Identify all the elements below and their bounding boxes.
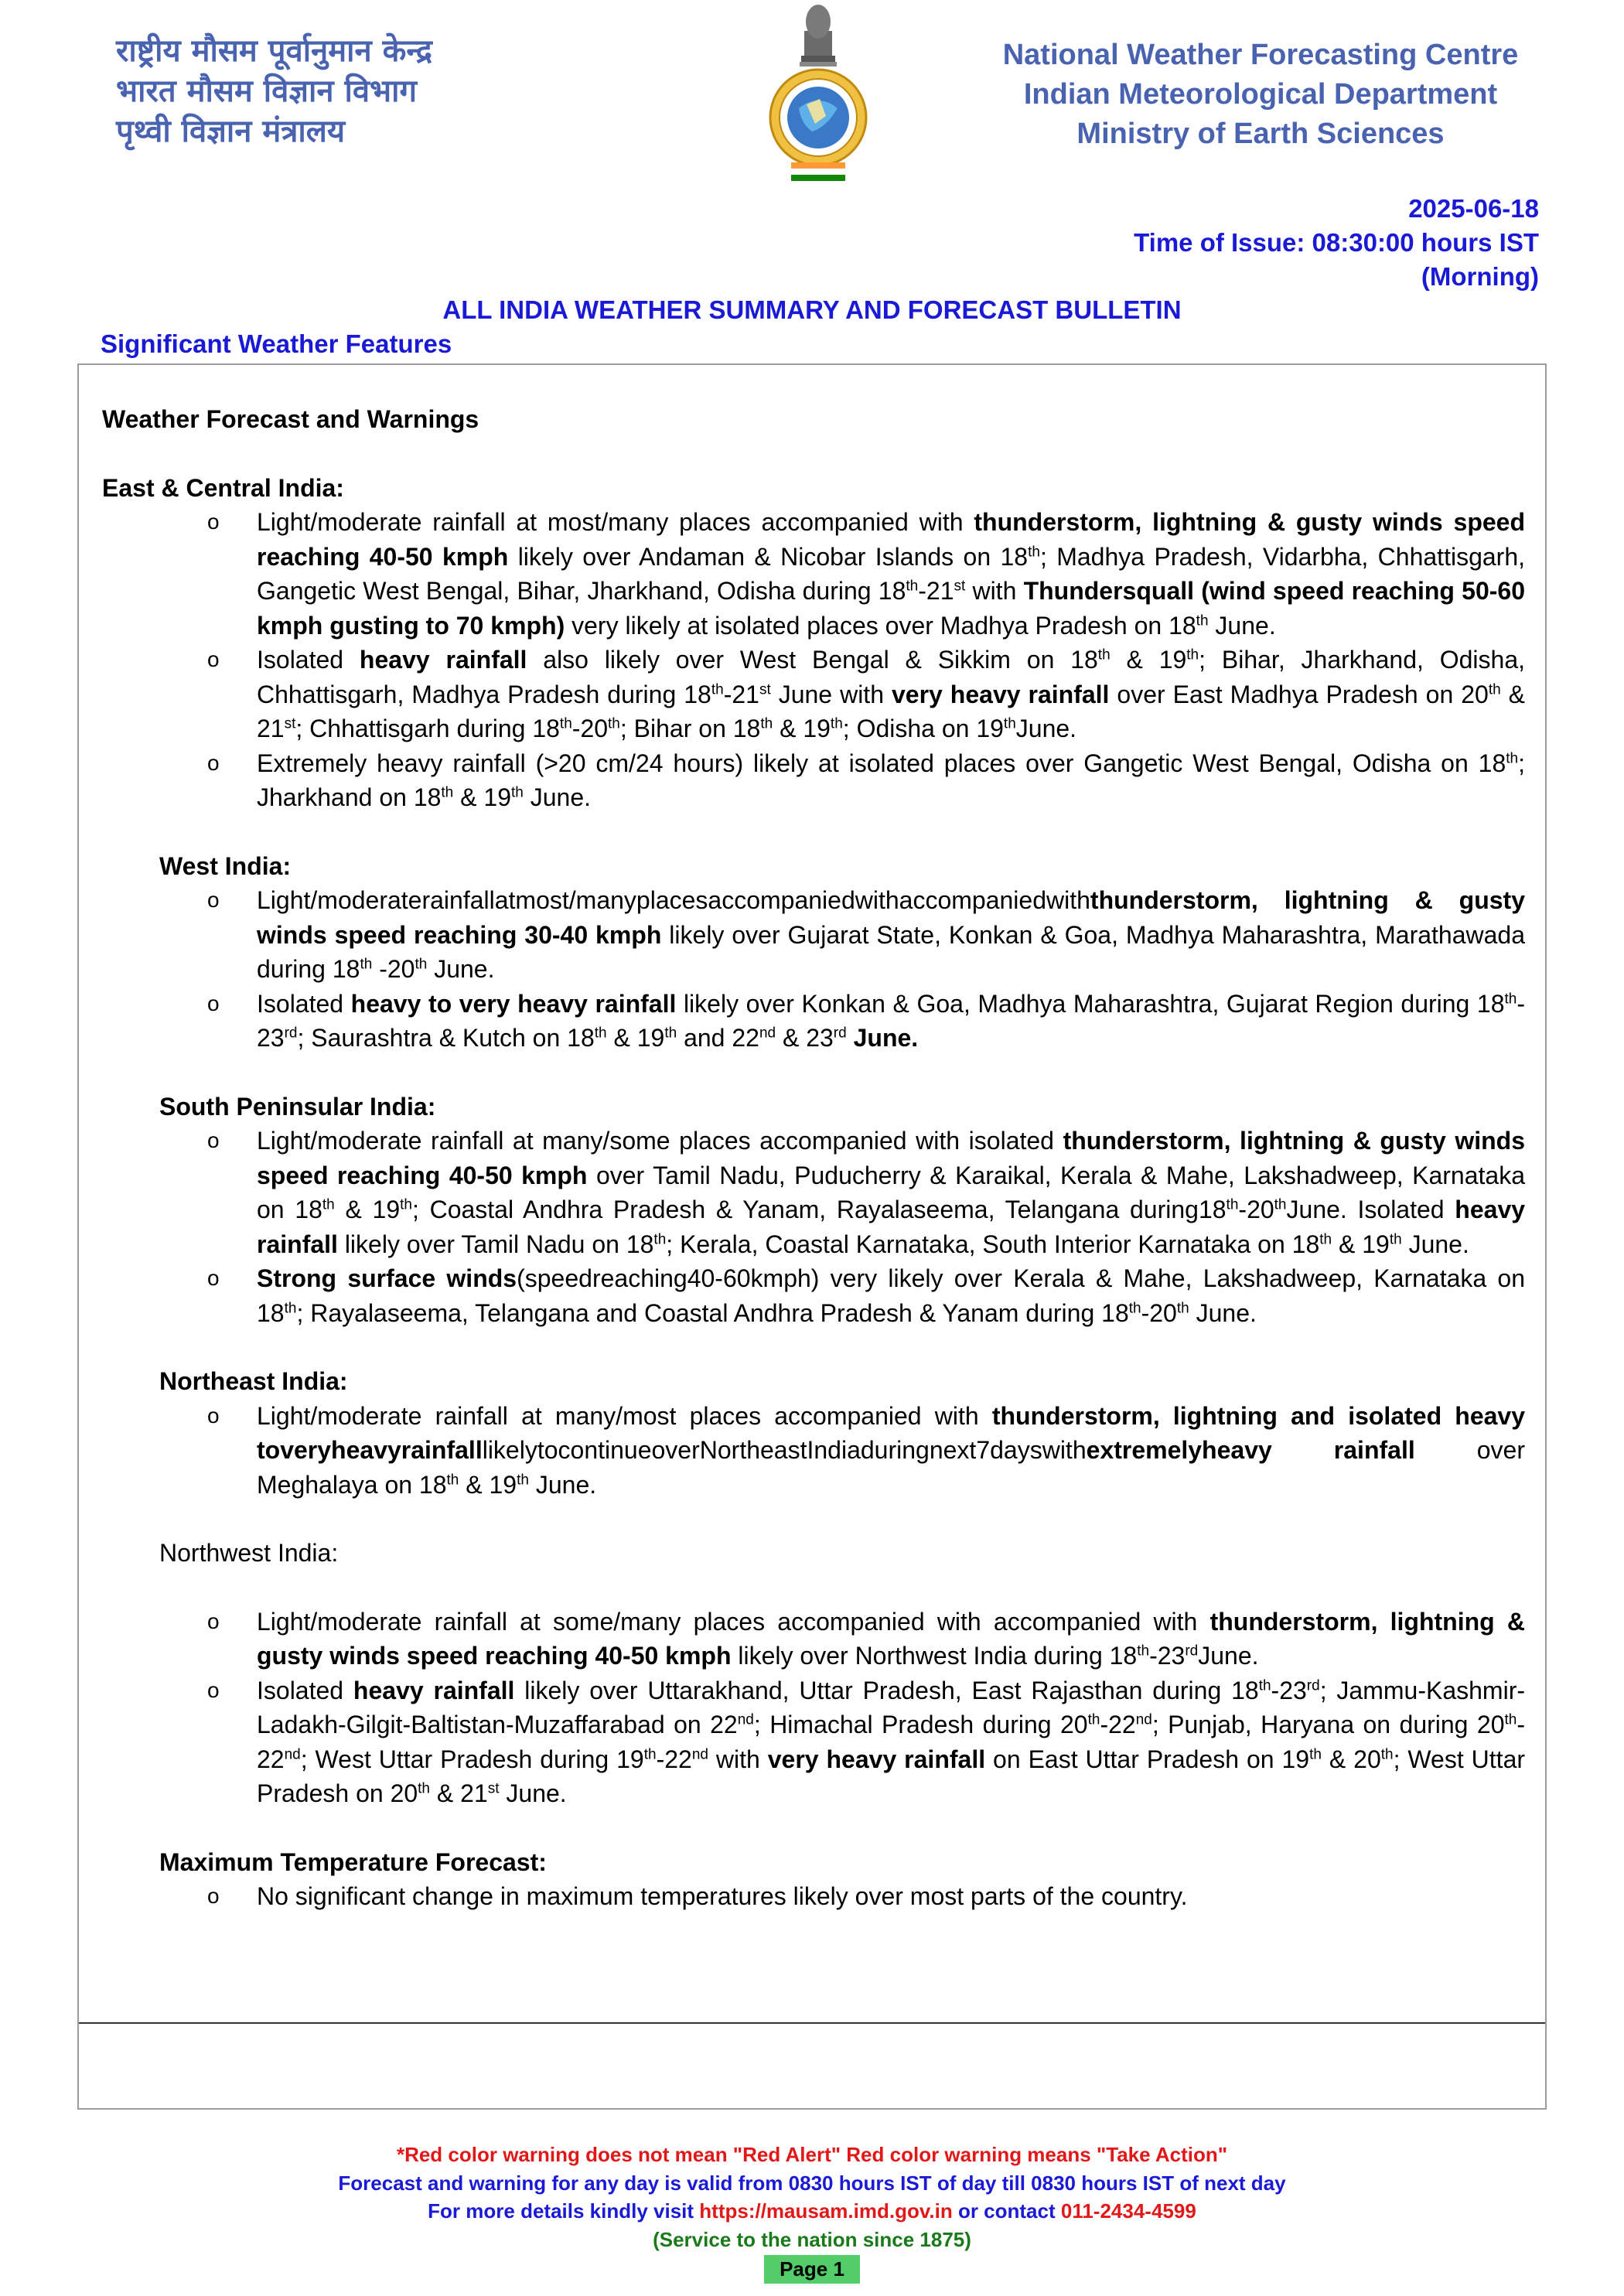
list-item: o Isolated heavy rainfall also likely over West Bengal & Sikkim on 18th & 19th; Bihar, Jharkhand, Odisha, Chhattisgarh, Madhya Pradesh during 18th-21st June with very heavy rainfall over East Madhya Pradesh on 20th & 21st; Chhattisgarh during 18th-20th; Bihar on 18th & 19th; Odisha on 19thJune. <box>257 643 1525 746</box>
list-item: o No significant change in maximum temperatures likely over most parts of the country. <box>257 1879 1525 1914</box>
imd-emblem-icon <box>764 0 872 186</box>
english-line-3: Ministry of Earth Sciences <box>1076 118 1445 150</box>
section-max-temperature <box>102 1845 1525 1914</box>
footer-contact: For more details kindly visit https://mausam.imd.gov.in or contact 011-2434-4599 <box>428 2199 1196 2223</box>
bullet-icon: o <box>207 647 220 671</box>
section-northwest <box>102 1536 1525 1811</box>
page-number: Page 1 <box>764 2255 860 2284</box>
list-item: o Light/moderate rainfall at many/some places accompanied with isolated thunderstorm, lightning & gusty winds speed reaching 40-50 kmph over Tamil Nadu, Puducherry & Karaikal, Kerala & Mahe, Lakshadweep, Karnataka on 18th & 19th; Coastal Andhra Pradesh & Yanam, Rayalaseema, Telangana during18th-20thJune. Isolated heavy rainfall likely over Tamil Nadu on 18th; Kerala, Coastal Karnataka, South Interior Karnataka on 18th & 19th June. <box>257 1124 1525 1261</box>
bulletin-title: ALL INDIA WEATHER SUMMARY AND FORECAST BULLETIN <box>442 295 1182 324</box>
issue-info <box>1134 192 1539 294</box>
bullet-icon: o <box>207 1884 220 1908</box>
forecast-heading: Weather Forecast and Warnings <box>102 405 479 433</box>
issue-session: (Morning) <box>1421 262 1539 291</box>
hindi-line-2: भारत मौसम विज्ञान विभाग <box>116 73 418 109</box>
section-title: West India: <box>159 851 292 880</box>
section-title: Northwest India: <box>159 1539 339 1567</box>
section-title: East & Central India: <box>102 473 344 502</box>
footer-validity: Forecast and warning for any day is valid from 0830 hours IST of day till 0830 hours IST of next day <box>338 2171 1286 2195</box>
list-item: o Light/moderate rainfall at some/many places accompanied with accompanied with thunderstorm, lightning & gusty winds speed reaching 40-50 kmph likely over Northwest India during 18th-23rdJune. <box>257 1605 1525 1673</box>
footer-red-warning: *Red color warning does not mean "Red Alert" Red color warning means "Take Action" <box>396 2143 1228 2166</box>
significant-weather-label: Significant Weather Features <box>101 329 452 358</box>
hindi-line-1: राष्ट्रीय मौसम पूर्वानुमान केन्द्र <box>116 33 432 69</box>
english-line-1: National Weather Forecasting Centre <box>1002 39 1519 71</box>
hindi-header <box>116 31 518 152</box>
issue-date: 2025-06-18 <box>1408 194 1539 223</box>
bullet-icon: o <box>207 1266 220 1290</box>
list-item: o Light/moderate rainfall at most/many places accompanied with thunderstorm, lightning & gusty winds speed reaching 40-50 kmph likely over Andaman & Nicobar Islands on 18th; Madhya Pradesh, Vidarbha, Chhattisgarh, Gangetic West Bengal, Bihar, Jharkhand, Odisha during 18th-21st with Thundersquall (wind speed reaching 50-60 kmph gusting to 70 kmph) very likely at isolated places over Madhya Pradesh on 18th June. <box>257 505 1525 643</box>
footer-service: (Service to the nation since 1875) <box>653 2227 971 2251</box>
bullet-icon: o <box>207 510 220 534</box>
section-west <box>102 849 1525 1056</box>
bullet-icon: o <box>207 1128 220 1152</box>
list-item: o Isolated heavy to very heavy rainfall likely over Konkan & Goa, Madhya Maharashtra, Gujarat Region during 18th-23rd; Saurashtra & Kutch on 18th & 19th and 22nd & 23rd June. <box>257 987 1525 1056</box>
list-item: o Strong surface winds(speedreaching40-60kmph) very likely over Kerala & Mahe, Lakshadweep, Karnataka on 18th; Rayalaseema, Telangana and Coastal Andhra Pradesh & Yanam during 18th-20th June. <box>257 1261 1525 1330</box>
bullet-icon: o <box>207 1677 220 1702</box>
list-item: o Light/moderate rainfall at many/most places accompanied with thunderstorm, lightning and isolated heavy toveryheavyrainfalllikelytocontinueoverNortheastIndiaduringnext7dayswithextremelyheavy rainfall over Meghalaya on 18th & 19th June. <box>257 1399 1525 1503</box>
forecast-box <box>77 363 1547 2110</box>
list-item: o Isolated heavy rainfall likely over Uttarakhand, Uttar Pradesh, East Rajasthan during 18th-23rd; Jammu-Kashmir-Ladakh-Gilgit-Baltistan-Muzaffarabad on 22nd; Himachal Pradesh during 20th-22nd; Punjab, Haryana on during 20th-22nd; West Uttar Pradesh during 19th-22nd with very heavy rainfall on East Uttar Pradesh on 19th & 20th; West Uttar Pradesh on 20th & 21st June. <box>257 1673 1525 1811</box>
bullet-icon: o <box>207 1403 220 1428</box>
contact-phone: 011-2434-4599 <box>1060 2199 1196 2223</box>
website-link[interactable]: https://mausam.imd.gov.in <box>699 2199 953 2223</box>
bullet-icon: o <box>207 888 220 912</box>
issue-time: Time of Issue: 08:30:00 hours IST <box>1134 228 1539 257</box>
bullet-icon: o <box>207 991 220 1015</box>
section-south <box>102 1090 1525 1331</box>
english-line-2: Indian Meteorological Department <box>1023 78 1498 111</box>
list-item: o Extremely heavy rainfall (>20 cm/24 hours) likely at isolated places over Gangetic West Bengal, Odisha on 18th; Jharkhand on 18th & 19th June. <box>257 746 1525 815</box>
list-item: o Light/moderaterainfallatmost/manyplacesaccompaniedwithaccompaniedwiththunderstorm, lightning & gusty winds speed reaching 30-40 kmph likely over Gujarat State, Konkan & Goa, Madhya Maharashtra, Marathawada during 18th -20th June. <box>257 883 1525 987</box>
english-header <box>967 36 1554 154</box>
footer <box>0 2141 1624 2284</box>
section-title: Maximum Temperature Forecast: <box>159 1847 547 1876</box>
section-title: Northeast India: <box>159 1367 348 1395</box>
hindi-line-3: पृथ्वी विज्ञान मंत्रालय <box>116 114 346 149</box>
section-northeast <box>102 1364 1525 1502</box>
forecast-content <box>102 402 1525 1948</box>
bullet-icon: o <box>207 750 220 775</box>
divider <box>79 2022 1545 2024</box>
section-title: South Peninsular India: <box>159 1092 436 1121</box>
bullet-icon: o <box>207 1609 220 1633</box>
section-east-central <box>102 471 1525 815</box>
